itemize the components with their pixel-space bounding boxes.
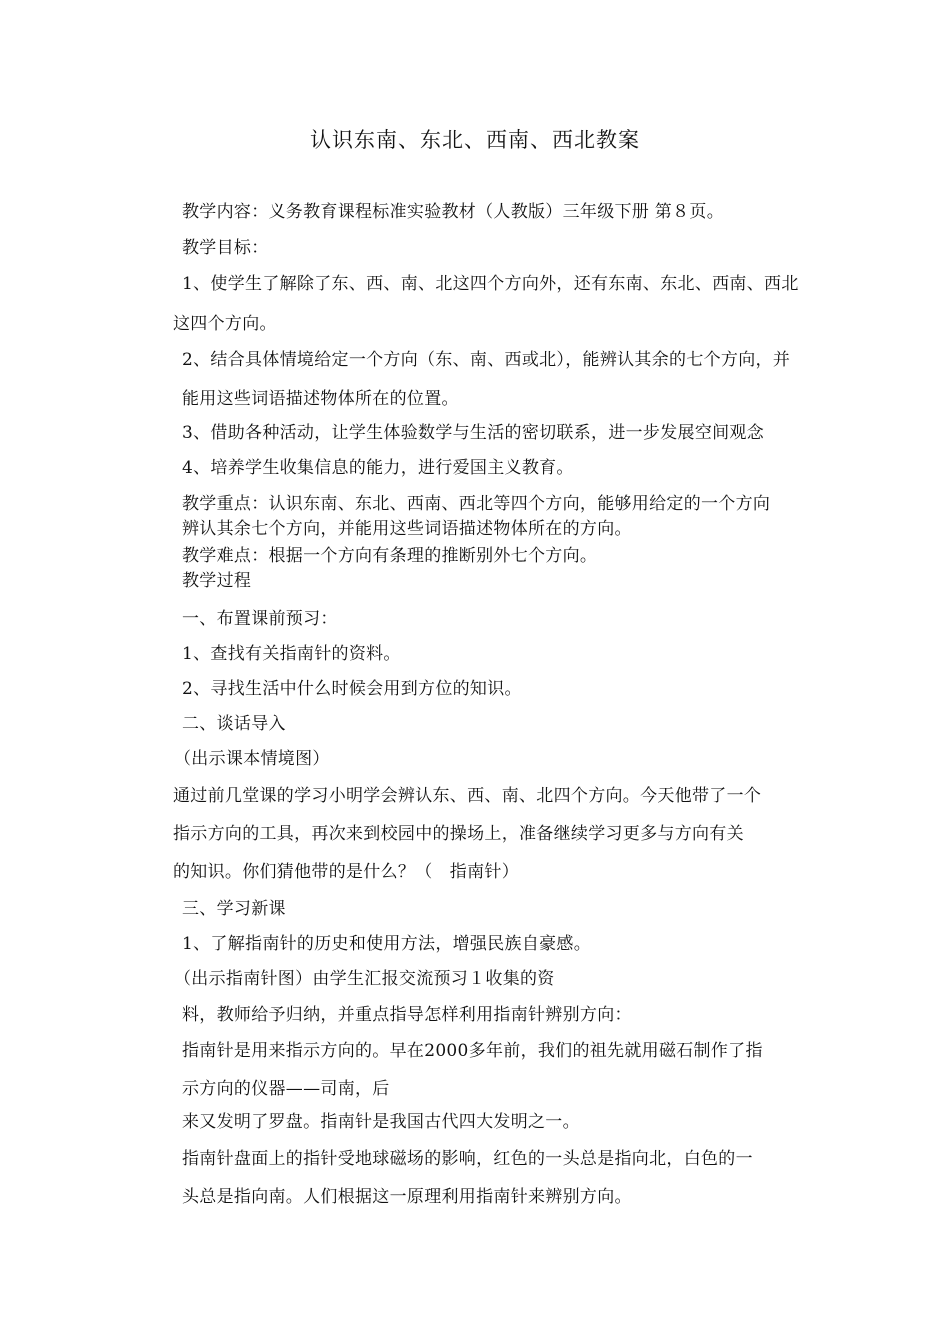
text-line: （出示课本情境图） xyxy=(174,749,330,769)
text-line: 的知识。你们猜他带的是什么？（ 指南针） xyxy=(173,862,519,882)
text-line: 来又发明了罗盘。指南针是我国古代四大发明之一。 xyxy=(182,1112,580,1132)
text-line: 料，教师给予归纳，并重点指导怎样利用指南针辨别方向： xyxy=(182,1005,632,1025)
text-line: 1、使学生了解除了东、西、南、北这四个方向外，还有东南、东北、西南、西北 xyxy=(182,274,799,294)
text-line: 教学难点：根据一个方向有条理的推断别外七个方向。 xyxy=(182,546,598,566)
text-line: （出示指南针图）由学生汇报交流预习１收集的资 xyxy=(174,969,555,989)
text-line: 指南针盘面上的指针受地球磁场的影响，红色的一头总是指向北，白色的一 xyxy=(182,1149,753,1169)
text-line: 示方向的仪器——司南，后 xyxy=(182,1079,390,1099)
document-title: 认识东南、东北、西南、西北教案 xyxy=(310,128,640,152)
text-line: 一、布置课前预习： xyxy=(182,609,338,629)
text-line: 4、培养学生收集信息的能力，进行爱国主义教育。 xyxy=(182,458,574,478)
text-line: 这四个方向。 xyxy=(173,314,277,334)
text-line: 通过前几堂课的学习小明学会辨认东、西、南、北四个方向。今天他带了一个 xyxy=(173,786,762,806)
text-line: 能用这些词语描述物体所在的位置。 xyxy=(182,389,459,409)
text-line: 头总是指向南。人们根据这一原理利用指南针来辨别方向。 xyxy=(182,1187,632,1207)
text-line: 教学目标： xyxy=(182,238,269,258)
text-line: 二、谈话导入 xyxy=(182,714,286,734)
text-line: 2、结合具体情境给定一个方向（东、南、西或北），能辨认其余的七个方向，并 xyxy=(182,350,791,370)
text-line: 教学重点：认识东南、东北、西南、西北等四个方向，能够用给定的一个方向 xyxy=(182,494,771,514)
text-line: 教学过程 xyxy=(182,571,252,591)
text-line: 三、学习新课 xyxy=(182,899,286,919)
text-line: 1、查找有关指南针的资料。 xyxy=(182,644,401,664)
text-line: 1、了解指南针的历史和使用方法，增强民族自豪感。 xyxy=(182,934,592,954)
text-line: 辨认其余七个方向，并能用这些词语描述物体所在的方向。 xyxy=(182,519,632,539)
text-line: 2、寻找生活中什么时候会用到方位的知识。 xyxy=(182,679,522,699)
text-line: 指示方向的工具，再次来到校园中的操场上，准备继续学习更多与方向有关 xyxy=(173,824,744,844)
text-line: 3、借助各种活动，让学生体验数学与生活的密切联系，进一步发展空间观念 xyxy=(182,423,765,443)
text-line: 指南针是用来指示方向的。早在2000多年前，我们的祖先就用磁石制作了指 xyxy=(182,1041,763,1061)
text-line: 教学内容：义务教育课程标准实验教材（人教版）三年级下册 第８页。 xyxy=(182,202,725,222)
